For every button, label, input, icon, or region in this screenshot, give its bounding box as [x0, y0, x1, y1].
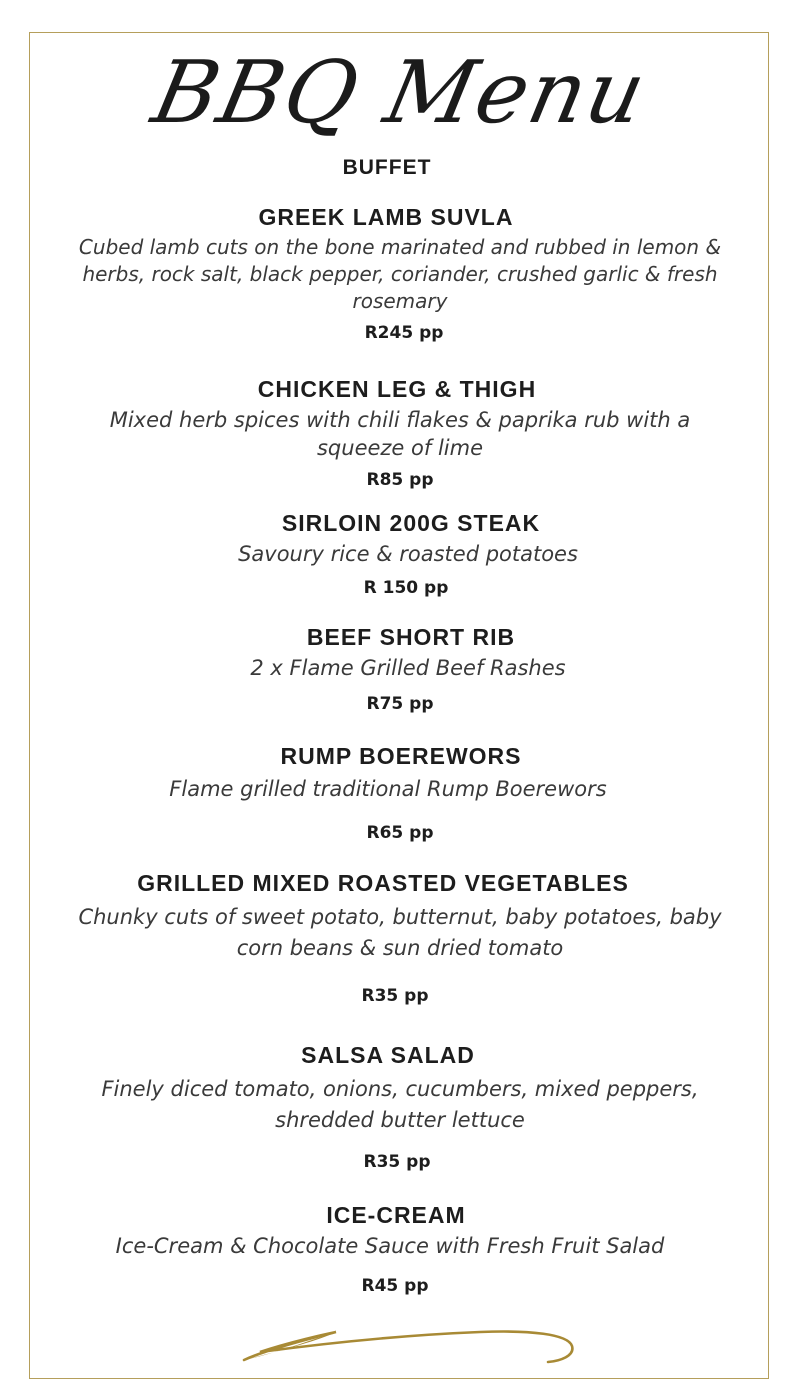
menu-item-beef-short-rib	[0, 622, 800, 716]
item-price: R245 pp	[364, 323, 444, 343]
menu-item-greek-lamb-suvla	[0, 202, 800, 345]
item-price: R35 pp	[361, 986, 429, 1006]
item-name: GREEK LAMB SUVLA	[258, 204, 514, 230]
menu-subtitle: BUFFET	[342, 156, 432, 179]
item-price: R85 pp	[366, 470, 434, 490]
item-name: GRILLED MIXED ROASTED VEGETABLES	[137, 870, 629, 896]
menu-item-sirloin-steak	[0, 508, 800, 600]
menu-item-rump-boerewors	[0, 741, 800, 845]
menu-title: BBQ Menu	[144, 43, 656, 143]
item-description: Chunky cuts of sweet potato, butternut, baby potatoes, baby corn beans & sun dried tomato	[78, 905, 722, 960]
item-description: Flame grilled traditional Rump Boerewors	[169, 777, 607, 801]
menu-item-salsa-salad	[0, 1040, 800, 1174]
gold-flourish-decoration	[230, 1318, 580, 1368]
item-description: Ice-Cream & Chocolate Sauce with Fresh Fruit Salad	[115, 1234, 665, 1258]
item-description: Cubed lamb cuts on the bone marinated and rubbed in lemon & herbs, rock salt, black pepper, coriander, crushed garlic & fresh rosemary	[78, 235, 722, 313]
item-description: Mixed herb spices with chili flakes & paprika rub with a squeeze of lime	[109, 408, 691, 460]
item-price: R45 pp	[361, 1276, 429, 1296]
item-name: SIRLOIN 200G STEAK	[281, 510, 541, 536]
item-name: CHICKEN LEG & THIGH	[257, 376, 537, 402]
menu-item-ice-cream	[0, 1200, 800, 1298]
item-price: R35 pp	[363, 1152, 431, 1172]
item-description: 2 x Flame Grilled Beef Rashes	[250, 656, 566, 680]
item-name: SALSA SALAD	[301, 1042, 475, 1068]
item-name: BEEF SHORT RIB	[306, 624, 516, 650]
menu-item-grilled-vegetables	[0, 868, 800, 1008]
item-description: Finely diced tomato, onions, cucumbers, mixed peppers, shredded butter lettuce	[101, 1077, 699, 1132]
item-price: R65 pp	[366, 823, 434, 843]
menu-item-chicken-leg-thigh	[0, 374, 800, 492]
item-price: R 150 pp	[363, 578, 449, 598]
item-description: Savoury rice & roasted potatoes	[238, 542, 578, 566]
item-price: R75 pp	[366, 694, 434, 714]
item-name: RUMP BOEREWORS	[280, 743, 522, 769]
item-name: ICE-CREAM	[326, 1202, 466, 1228]
